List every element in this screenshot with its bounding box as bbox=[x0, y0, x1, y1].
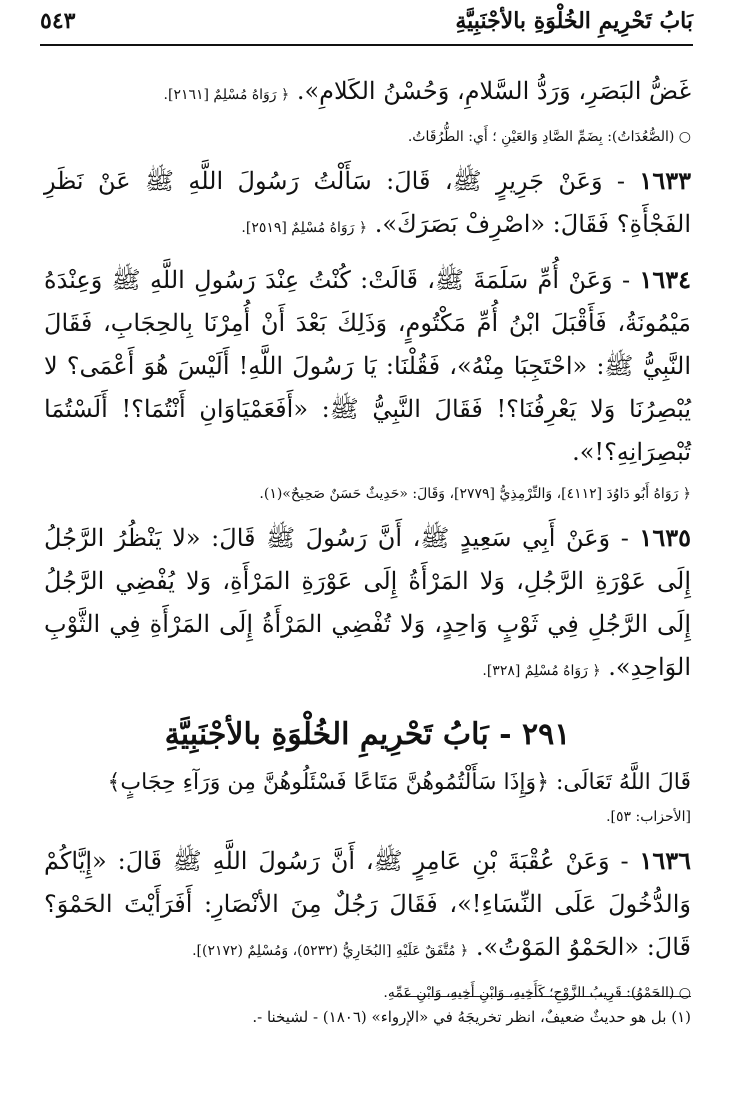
hadith-source: ﴿ رَوَاهُ مُسْلِمٌ [٣٢٨]. bbox=[482, 663, 601, 679]
hadith-1633 bbox=[44, 159, 691, 250]
hadith-number: ١٦٣٣ bbox=[639, 166, 691, 195]
hadith-continuation bbox=[44, 70, 691, 117]
verse-intro: قَالَ اللَّهُ تَعَالَى: bbox=[556, 770, 691, 795]
quran-verse-block bbox=[44, 763, 691, 803]
hadith-text: - وَعَنْ أُمِّ سَلَمَةَ ﷺ، قَالَتْ: كُنْتُ عِنْدَ رَسُولِ اللَّهِ ﷺ وَعِنْدَهُ مَيْمُونَةُ، فَأَقْبَلَ ابْنُ أُمِّ مَكْتُومٍ، وَذَلِكَ بَعْدَ أَنْ أُمِرْنَا بِالحِجَابِ، فَقَالَ النَّبِيُّ ﷺ: «احْتَجِبَا مِنْهُ»، فَقُلْنَا: يَا رَسُولَ اللَّهِ! أَلَيْسَ هُوَ أَعْمَى؟ لا يُبْصِرُنَا وَلا يَعْرِفُنَا؟! فَقَالَ النَّبِيُّ ﷺ: «أَفَعَمْيَاوَانِ أَنْتُمَا؟! أَلَسْتُمَا تُبْصِرَانِهِ؟!». bbox=[44, 266, 691, 466]
footnote bbox=[44, 1004, 691, 1030]
hadith-text: غَضُّ البَصَرِ، وَرَدُّ السَّلامِ، وَحُسْنُ الكَلامِ». bbox=[296, 77, 691, 105]
spacer bbox=[44, 250, 691, 258]
running-header bbox=[40, 2, 693, 40]
explanatory-note: ○ (الحَمْوُ): قَرِيبُ الزَّوْجِ؛ كَأَخِيهِ، وَابْنِ أَخِيهِ، وَابْنِ عَمِّهِ. bbox=[383, 985, 691, 1001]
hadith-text: - وَعَنْ أَبِي سَعِيدٍ ﷺ، أَنَّ رَسُولَ ﷺ قَالَ: «لا يَنْظُرُ الرَّجُلُ إِلَى عَوْرَةِ الرَّجُلِ، وَلا المَرْأَةُ إِلَى عَوْرَةِ المَرْأَةِ، وَلا يُفْضِي الرَّجُلُ إِلَى الرَّجُلِ فِي ثَوْبٍ وَاحِدٍ، وَلا تُفْضِي المَرْأَةُ إِلَى المَرْأَةِ فِي الثَّوْبِ الوَاحِدِ». bbox=[44, 524, 691, 681]
hadith-source: ﴿ مُتَّفَقٌ عَلَيْهِ [البُخَارِيُّ (٥٢٣٢)، وَمُسْلِمٌ (٢١٧٢)]. bbox=[192, 943, 469, 959]
hadith-source: ﴿ رَوَاهُ أَبُو دَاوُدَ [٤١١٢]، وَالتِّرْمِذِيُّ [٢٧٧٩]، وَقَالَ: «حَدِيثٌ حَسَنٌ صَحِيحٌ»(١). bbox=[259, 486, 691, 502]
chapter-title: ٢٩١ - بَابُ تَحْرِيمِ الخُلْوَةِ بالأجْنَبِيَّةِ bbox=[164, 717, 571, 752]
hadith-text: - وَعَنْ عُقْبَةَ بْنِ عَامِرٍ ﷺ، أَنَّ رَسُولَ اللَّهِ ﷺ قَالَ: «إِيَّاكُمْ وَالدُّخُولَ عَلَى النِّسَاءِ!»، فَقَالَ رَجُلٌ مِنَ الأنْصَارِ: أَفَرَأَيْتَ الحَمْوَ؟ قَالَ: «الحَمْوُ المَوْتُ». bbox=[44, 847, 691, 961]
hadith-source: ﴿ رَوَاهُ مُسْلِمٌ [٢١٦١]. bbox=[163, 87, 290, 103]
page-number: ٥٤٣ bbox=[40, 8, 76, 34]
footnote-text: بل هو حديثٌ ضعيفٌ، انظر تخريجَهُ في «الإرواء» (١٨٠٦) - لشيخنا -. bbox=[252, 1008, 667, 1026]
hadith-number: ١٦٣٥ bbox=[639, 523, 691, 552]
footnote-divider bbox=[401, 996, 691, 997]
hadith-1636 bbox=[44, 839, 691, 973]
spacer bbox=[44, 831, 691, 839]
hadith-1635 bbox=[44, 516, 691, 693]
hadith-text: - وَعَنْ جَرِيرٍ ﷺ، قَالَ: سَأَلْتُ رَسُولَ اللَّهِ ﷺ عَنْ نَظَرِ الفَجْأَةِ؟ فَقَالَ: «اصْرِفْ بَصَرَكَ». bbox=[44, 167, 691, 238]
hadith-number: ١٦٣٦ bbox=[639, 846, 691, 875]
page-body bbox=[44, 70, 691, 1015]
hadith-number: ١٦٣٤ bbox=[639, 265, 691, 294]
verse-reference: [الأحزاب: ٥٣]. bbox=[606, 809, 691, 825]
header-title: بَابُ تَحْرِيمِ الخُلْوَةِ بالأجْنَبِيَّةِ bbox=[455, 8, 693, 34]
quran-verse: ﴿وَإِذَا سَأَلْتُمُوهُنَّ مَتَاعًا فَسْئَلُوهُنَّ مِن وَرَآءِ حِجَابٍ﴾ bbox=[107, 770, 550, 795]
footnote-marker: (١) bbox=[671, 1008, 691, 1026]
hadith-1634 bbox=[44, 258, 691, 474]
explanatory-note: ○ (الصُّعُدَاتُ): بِضَمِّ الصَّادِ وَالعَيْنِ ؛ أَي: الطُّرُقَاتُ. bbox=[407, 129, 691, 145]
hadith-source: ﴿ رَوَاهُ مُسْلِمٌ [٢٥١٩]. bbox=[241, 220, 368, 236]
header-divider bbox=[40, 44, 693, 46]
